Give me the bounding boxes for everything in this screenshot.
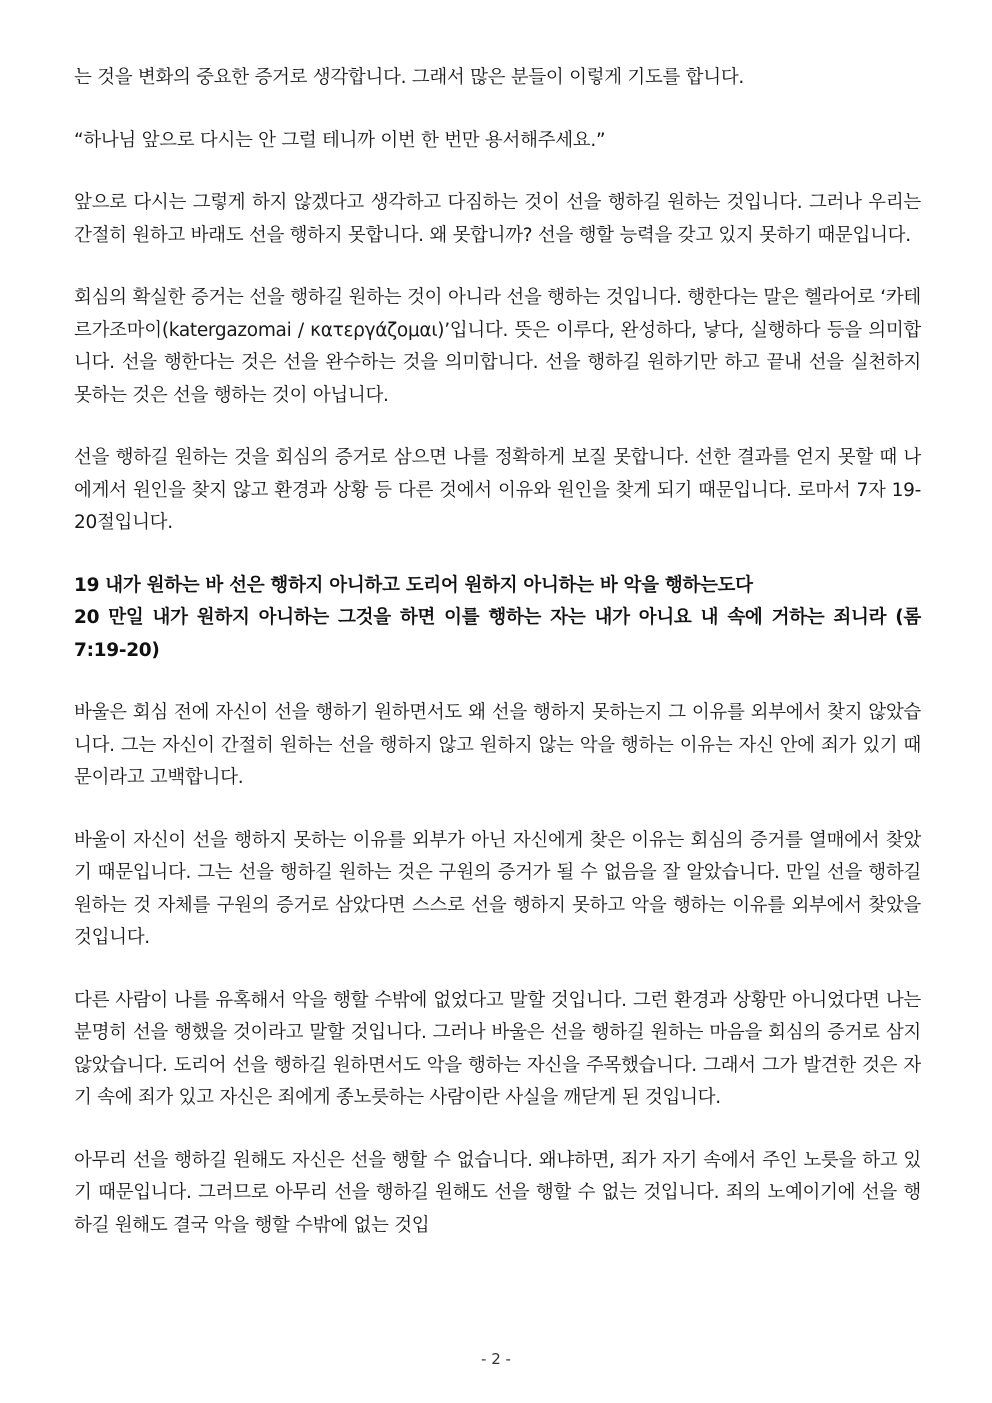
document-body (74, 62, 921, 1272)
paragraph-seeing-self: 선을 행하길 원하는 것을 회심의 증거로 삼으면 나를 정확하게 보질 못합니다. 선한 결과를 얻지 못할 때 나에게서 원인을 찾지 않고 환경과 상황 등 다른 것에서 이유와 원인을 찾게 되기 때문입니다. 로마서 7자 19-20절입니다. (74, 447, 921, 533)
paragraph-paul-before-conversion: 바울은 회심 전에 자신이 선을 행하기 원하면서도 왜 선을 행하지 못하는지 그 이유를 외부에서 찾지 않았습니다. 그는 자신이 간절히 원하는 선을 행하지 않고 원하지 않는 악을 행하는 이유는 자신 안에 죄가 있기 때문이라고 고백합니다. (74, 702, 921, 788)
scripture-quote (74, 570, 921, 668)
verse-19: 19 내가 원하는 바 선은 행하지 아니하고 도리어 원하지 아니하는 바 악을 행하는도다 (74, 574, 753, 596)
paragraph-cannot-do-good: 아무리 선을 행하길 원해도 자신은 선을 행할 수 없습니다. 왜냐하면, 죄가 자기 속에서 주인 노릇을 하고 있기 때문입니다. 그러므로 아무리 선을 행하길 원해도 선을 행할 수 없는 것입니다. 죄의 노예이기에 선을 행하길 원해도 결국 악을 행할 수밖에 없는 것입 (74, 1149, 921, 1236)
paragraph-evidence-of-conversion: 회심의 확실한 증거는 선을 행하길 원하는 것이 아니라 선을 행하는 것입니다. 행한다는 말은 헬라어로 ‘카테르가조마이(katergazomai / κατεργάζομαι)’입니다. 뜻은 이루다, 완성하다, 낳다, 실행하다 등을 의미합니다. 선을 행한다는 것은 선을 완수하는 것을 의미합니다. 선을 행하길 원하기만 하고 끝내 선을 실천하지 못하는 것은 선을 행하는 것이 아닙니다. (74, 287, 921, 406)
paragraph-prayer-quote: “하나님 앞으로 다시는 안 그럴 테니까 이번 한 번만 용서해주세요.” (74, 129, 606, 151)
page-number: - 2 - (481, 1350, 511, 1368)
paragraph-paul-reason: 바울이 자신이 선을 행하지 못하는 이유를 외부가 아닌 자신에게 찾은 이유는 회심의 증거를 열매에서 찾았기 때문입니다. 그는 선을 행하길 원하는 것은 구원의 증거가 될 수 없음을 잘 알았습니다. 만일 선을 행하길 원하는 것 자체를 구원의 증거로 삼았다면 스스로 선을 행하지 못하고 악을 행하는 이유를 외부에서 찾았을 것입니다. (74, 829, 921, 948)
paragraph-intro-continuation: 는 것을 변화의 중요한 증거로 생각합니다. 그래서 많은 분들이 이렇게 기도를 합니다. (74, 67, 744, 88)
paragraph-other-people: 다른 사람이 나를 유혹해서 악을 행할 수밖에 없었다고 말할 것입니다. 그런 환경과 상황만 아니었다면 나는 분명히 선을 행했을 것이라고 말할 것입니다. 그러나 바울은 선을 행하길 원하는 마음을 회심의 증거로 삼지 않았습니다. 도리어 선을 행하길 원하면서도 악을 행하는 자신을 주목했습니다. 그래서 그가 발견한 것은 자기 속에 죄가 있고 자신은 죄에게 종노릇하는 사람이란 사실을 깨닫게 된 것입니다. (74, 989, 921, 1108)
verse-20: 20 만일 내가 원하지 아니하는 그것을 하면 이를 행하는 자는 내가 아니요 내 속에 거하는 죄니라 (롬 7:19-20) (74, 607, 921, 661)
paragraph-desire-to-do-good: 앞으로 다시는 그렇게 하지 않겠다고 생각하고 다짐하는 것이 선을 행하길 원하는 것입니다. 그러나 우리는 간절히 원하고 바래도 선을 행하지 못합니다. 왜 못합니까? 선을 행할 능력을 갖고 있지 못하기 때문입니다. (74, 192, 921, 246)
